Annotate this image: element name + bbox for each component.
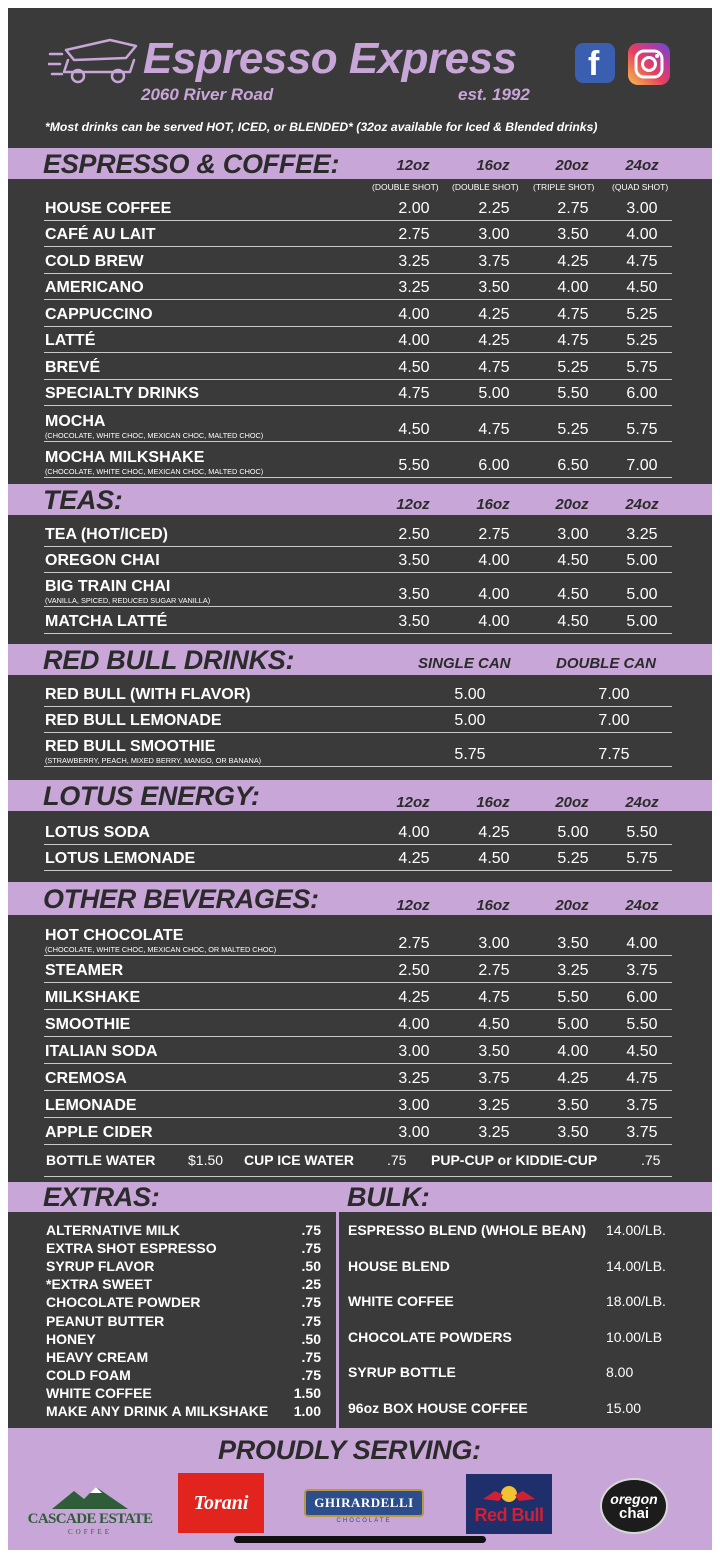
shot-label: (DOUBLE SHOT) — [452, 182, 519, 192]
menu-row — [44, 1118, 672, 1145]
item-price: 4.00 — [626, 226, 658, 243]
facebook-icon[interactable] — [575, 43, 615, 83]
bulk-item-name: CHOCOLATE POWDERS — [348, 1328, 512, 1345]
shop-address: 2060 River Road — [141, 85, 274, 104]
item-price: 3.25 — [557, 962, 589, 979]
item-price: 5.50 — [626, 823, 658, 841]
bulk-item-name: HOUSE BLEND — [348, 1257, 450, 1274]
item-price: 4.75 — [398, 385, 430, 402]
bulk-item-price: 18.00/LB. — [606, 1293, 666, 1309]
extras-item-price: .75 — [301, 1240, 321, 1257]
logo-icon — [48, 34, 144, 88]
item-price: 5.00 — [557, 823, 589, 841]
item-price: 4.00 — [398, 305, 430, 323]
item-name: LOTUS LEMONADE — [45, 850, 196, 867]
item-price: 4.75 — [478, 358, 510, 376]
oregon-logo-text: oregon — [610, 1490, 658, 1507]
size-header: 12oz — [396, 157, 430, 174]
menu-row — [44, 922, 672, 956]
bulk-item-name: 96oz BOX HOUSE COFFEE — [348, 1399, 528, 1416]
item-price: 2.50 — [398, 525, 430, 543]
espresso-title: ESPRESSO & COFFEE: — [43, 149, 340, 179]
item-price: 4.00 — [398, 823, 430, 841]
item-price: 2.25 — [478, 199, 510, 217]
item-price: 3.50 — [398, 612, 430, 630]
bulk-item-name: SYRUP BOTTLE — [348, 1364, 456, 1380]
shot-label: (DOUBLE SHOT) — [372, 182, 439, 192]
bulk-item-price: 15.00 — [606, 1399, 642, 1416]
item-price: 3.75 — [478, 1070, 510, 1087]
item-price: 2.75 — [398, 935, 430, 952]
extras-item-name: COLD FOAM — [46, 1366, 131, 1383]
size-header: DOUBLE CAN — [556, 655, 656, 672]
redbull-logo-text: Red Bull — [474, 1504, 544, 1525]
item-price: 3.00 — [398, 1097, 430, 1114]
bulk-item-price: 14.00/LB. — [606, 1257, 666, 1274]
item-name: APPLE CIDER — [45, 1124, 153, 1141]
item-price: 4.50 — [398, 421, 430, 438]
item-price: 5.00 — [626, 552, 658, 569]
item-name: ITALIAN SODA — [45, 1043, 158, 1060]
item-price: 3.00 — [398, 1043, 430, 1060]
item-price: 7.00 — [626, 457, 658, 474]
extras-item-name: SYRUP FLAVOR — [46, 1258, 155, 1275]
item-note: (CHOCOLATE, WHITE CHOC, MEXICAN CHOC, MALTED CHOC) — [45, 467, 264, 476]
item-price: 5.50 — [557, 385, 589, 402]
item-price: 3.50 — [557, 935, 589, 952]
extras-item-price: .75 — [301, 1348, 321, 1365]
item-price: 4.75 — [478, 989, 510, 1006]
size-header: 24oz — [625, 157, 659, 174]
bulk-item-name: ESPRESSO BLEND (WHOLE BEAN) — [348, 1222, 587, 1238]
item-price: 5.00 — [626, 612, 658, 630]
menu-row — [44, 1064, 672, 1091]
redbull-title: RED BULL DRINKS: — [43, 645, 295, 675]
item-name: SPECIALTY DRINKS — [45, 385, 200, 402]
item-note: (STRAWBERRY, PEACH, MIXED BERRY, MANGO, OR BANANA) — [45, 756, 262, 765]
size-header: SINGLE CAN — [418, 655, 511, 672]
menu-row — [44, 380, 672, 407]
size-header: 20oz — [555, 794, 589, 811]
item-price: 3.50 — [478, 279, 510, 296]
size-header: 12oz — [396, 496, 430, 513]
item-name: MATCHA LATTÉ — [45, 612, 168, 630]
oregon-chai-logo — [600, 1478, 668, 1534]
bulk-item-price: 10.00/LB — [606, 1328, 663, 1345]
item-price: 6.50 — [557, 457, 589, 474]
size-header: 24oz — [625, 794, 659, 811]
menu-row — [44, 818, 672, 845]
item-price: 3.25 — [478, 1097, 510, 1114]
item-price: 4.75 — [626, 252, 658, 270]
size-header: 16oz — [476, 897, 510, 914]
item-name: SMOOTHIE — [45, 1016, 131, 1033]
menu-row — [44, 733, 672, 767]
item-price: 4.50 — [478, 850, 510, 867]
item-price: 4.25 — [398, 850, 430, 867]
item-price: 3.25 — [398, 279, 430, 296]
ghirardelli-logo — [304, 1486, 424, 1526]
menu-row — [44, 680, 672, 707]
menu-row — [44, 983, 672, 1010]
facebook-letter: f — [588, 45, 600, 83]
menu-row — [44, 573, 672, 607]
item-price: 3.50 — [557, 1124, 589, 1141]
menu-row — [44, 442, 672, 478]
item-price: 4.00 — [478, 586, 510, 603]
item-price: 3.75 — [626, 1124, 658, 1141]
menu-row — [44, 327, 672, 354]
item-price: 5.25 — [557, 850, 589, 867]
item-price: 4.25 — [478, 305, 510, 323]
item-price: 4.75 — [478, 421, 510, 438]
extras-item-name: PEANUT BUTTER — [46, 1312, 165, 1329]
other-title: OTHER BEVERAGES: — [43, 884, 319, 914]
item-price: 2.75 — [478, 962, 510, 979]
extras-item-price: .25 — [301, 1276, 321, 1293]
item-price: 2.00 — [398, 199, 430, 217]
misc-item-name: CUP ICE WATER — [244, 1152, 354, 1168]
size-header: 12oz — [396, 897, 430, 914]
shot-label: (QUAD SHOT) — [612, 182, 669, 192]
item-price: 4.50 — [626, 279, 658, 296]
item-price: 4.00 — [478, 552, 510, 569]
cascade-logo-text: CASCADE ESTATE — [27, 1510, 153, 1527]
item-name: MOCHA MILKSHAKE — [45, 449, 205, 466]
item-price: 4.00 — [398, 332, 430, 349]
ghirardelli-logo-text: GHIRARDELLI — [304, 1489, 423, 1517]
item-name: TEA (HOT/ICED) — [45, 525, 168, 543]
item-price: 3.50 — [478, 1043, 510, 1060]
item-name: AMERICANO — [45, 279, 144, 296]
mountain-icon — [50, 1485, 130, 1511]
menu-row — [44, 274, 672, 301]
item-price: 5.00 — [454, 712, 486, 729]
item-price: 4.25 — [557, 252, 589, 270]
item-price: 5.75 — [454, 746, 486, 763]
item-price: 2.75 — [478, 525, 510, 543]
lotus-title: LOTUS ENERGY: — [43, 781, 260, 811]
size-header: 12oz — [396, 794, 430, 811]
size-header: 20oz — [555, 897, 589, 914]
size-header: 24oz — [625, 897, 659, 914]
item-price: 3.25 — [398, 252, 430, 270]
extras-item-price: .75 — [301, 1222, 321, 1238]
extras-item-name: CHOCOLATE POWDER — [46, 1294, 201, 1311]
item-price: 4.50 — [557, 586, 589, 603]
item-price: 4.25 — [478, 823, 510, 841]
item-price: 4.00 — [398, 1016, 430, 1033]
misc-item-price: .75 — [641, 1152, 661, 1168]
item-price: 3.00 — [557, 525, 589, 543]
item-price: 3.50 — [557, 1097, 589, 1114]
item-price: 4.00 — [626, 935, 658, 952]
item-price: 3.50 — [398, 586, 430, 603]
item-price: 3.75 — [478, 252, 510, 270]
item-note: (VANILLA, SPICED, REDUCED SUGAR VANILLA) — [45, 596, 211, 605]
item-name: HOT CHOCOLATE — [45, 927, 184, 944]
item-price: 4.00 — [478, 612, 510, 630]
item-price: 4.75 — [557, 332, 589, 349]
item-price: 4.50 — [557, 552, 589, 569]
item-name: HOUSE COFFEE — [45, 199, 172, 217]
size-header: 16oz — [476, 496, 510, 513]
item-price: 4.50 — [557, 612, 589, 630]
teas-title: TEAS: — [43, 485, 123, 515]
shot-label: (TRIPLE SHOT) — [533, 182, 595, 192]
menu-row — [44, 221, 672, 248]
extras-item-name: ALTERNATIVE MILK — [46, 1222, 181, 1238]
item-price: 6.00 — [626, 385, 658, 402]
item-price: 3.25 — [478, 1124, 510, 1141]
extras-item-price: .50 — [301, 1258, 321, 1275]
item-price: 7.75 — [598, 746, 630, 763]
item-price: 3.00 — [478, 226, 510, 243]
item-price: 2.75 — [557, 199, 589, 217]
item-name: MILKSHAKE — [45, 989, 141, 1006]
item-name: CAPPUCCINO — [45, 305, 153, 323]
bulls-icon — [479, 1483, 539, 1505]
item-price: 4.00 — [557, 279, 589, 296]
item-note: (CHOCOLATE, WHITE CHOC, MEXICAN CHOC, OR MALTED CHOC) — [45, 945, 277, 954]
item-name: MOCHA — [45, 413, 106, 430]
item-price: 4.25 — [557, 1070, 589, 1087]
item-price: 3.75 — [626, 1097, 658, 1114]
item-price: 2.50 — [398, 962, 430, 979]
misc-item-price: .75 — [387, 1152, 407, 1168]
extras-item-name: *EXTRA SWEET — [46, 1276, 153, 1293]
menu-row — [44, 1091, 672, 1118]
extras-item-name: WHITE COFFEE — [46, 1384, 152, 1401]
item-name: OREGON CHAI — [45, 552, 160, 569]
item-price: 3.25 — [626, 525, 658, 543]
item-name: LOTUS SODA — [45, 823, 150, 841]
item-name: LEMONADE — [45, 1097, 137, 1114]
extras-title: EXTRAS: — [43, 1182, 160, 1212]
item-price: 4.75 — [626, 1070, 658, 1087]
item-name: COLD BREW — [45, 252, 144, 270]
item-name: CREMOSA — [45, 1070, 127, 1087]
item-price: 5.25 — [557, 358, 589, 376]
item-price: 7.00 — [598, 685, 630, 703]
item-price: 4.50 — [478, 1016, 510, 1033]
established-year: est. 1992 — [458, 85, 530, 104]
item-price: 3.50 — [557, 226, 589, 243]
item-price: 5.25 — [626, 305, 658, 323]
extras-item-price: .50 — [301, 1330, 321, 1347]
item-price: 5.75 — [626, 421, 658, 438]
size-header: 20oz — [555, 496, 589, 513]
item-price: 3.00 — [398, 1124, 430, 1141]
menu-row — [44, 353, 672, 380]
bulk-item-price: 14.00/LB. — [606, 1222, 666, 1238]
item-price: 5.00 — [626, 586, 658, 603]
misc-item-price: $1.50 — [188, 1152, 224, 1168]
item-name: CAFÉ AU LAIT — [45, 226, 156, 243]
redbull-logo — [466, 1474, 552, 1534]
menu-row — [44, 194, 672, 221]
size-header: 16oz — [476, 794, 510, 811]
torani-logo — [178, 1473, 264, 1533]
item-price: 4.50 — [626, 1043, 658, 1060]
extras-item-price: .75 — [301, 1312, 321, 1329]
extras-item-name: EXTRA SHOT ESPRESSO — [46, 1240, 217, 1257]
item-price: 5.75 — [626, 358, 658, 376]
menu-row — [44, 520, 672, 547]
torani-logo-text: Torani — [193, 1491, 249, 1514]
menu-row — [44, 607, 672, 634]
item-price: 6.00 — [626, 989, 658, 1006]
menu-row — [44, 707, 672, 734]
chai-logo-text: chai — [618, 1504, 649, 1522]
extras-item-price: 1.50 — [293, 1384, 321, 1401]
item-price: 5.50 — [626, 1016, 658, 1033]
menu-row — [44, 845, 672, 872]
item-price: 4.50 — [398, 358, 430, 376]
column-divider — [336, 1212, 339, 1428]
item-price: 7.00 — [598, 712, 630, 729]
item-price: 5.25 — [626, 332, 658, 349]
item-name: RED BULL (WITH FLAVOR) — [45, 685, 251, 703]
item-price: 3.50 — [398, 552, 430, 569]
home-indicator[interactable] — [234, 1536, 486, 1543]
item-price: 4.75 — [557, 305, 589, 323]
misc-underline — [44, 1176, 672, 1177]
item-name: RED BULL LEMONADE — [45, 712, 222, 729]
menu-row — [44, 547, 672, 574]
size-header: 16oz — [476, 157, 510, 174]
misc-item-name: PUP-CUP or KIDDIE-CUP — [431, 1152, 598, 1168]
item-price: 5.50 — [398, 457, 430, 474]
menu-row — [44, 1037, 672, 1064]
extras-item-name: MAKE ANY DRINK A MILKSHAKE — [46, 1403, 269, 1419]
item-price: 3.25 — [398, 1070, 430, 1087]
item-price: 5.00 — [557, 1016, 589, 1033]
item-name: BIG TRAIN CHAI — [45, 578, 171, 595]
item-price: 5.00 — [454, 685, 486, 703]
menu-board — [8, 8, 712, 1550]
item-price: 4.25 — [398, 989, 430, 1006]
item-name: STEAMER — [45, 962, 124, 979]
item-price: 5.50 — [557, 989, 589, 1006]
footer-title: PROUDLY SERVING: — [218, 1435, 481, 1465]
item-price: 5.00 — [478, 385, 510, 402]
item-price: 2.75 — [398, 226, 430, 243]
bulk-item-price: 8.00 — [606, 1364, 634, 1380]
menu-row — [44, 300, 672, 327]
menu-row — [44, 406, 672, 442]
extras-item-price: .75 — [301, 1366, 321, 1383]
extras-item-name: HONEY — [46, 1330, 96, 1347]
extras-item-name: HEAVY CREAM — [46, 1348, 149, 1365]
shop-title: Espresso Express — [143, 34, 517, 83]
size-header: 20oz — [555, 157, 589, 174]
item-price: 5.75 — [626, 850, 658, 867]
cascade-estate-logo — [27, 1478, 153, 1542]
extras-item-price: 1.00 — [293, 1403, 321, 1419]
extras-item-price: .75 — [301, 1294, 321, 1311]
bulk-title: BULK: — [347, 1182, 430, 1212]
item-price: 3.00 — [626, 199, 658, 217]
item-name: LATTÉ — [45, 332, 96, 349]
item-name: BREVÉ — [45, 358, 101, 376]
item-name: RED BULL SMOOTHIE — [45, 738, 216, 755]
item-note: (CHOCOLATE, WHITE CHOC, MEXICAN CHOC, MALTED CHOC) — [45, 431, 264, 440]
serving-note: *Most drinks can be served HOT, ICED, or BLENDED* (32oz available for Iced & Blended drinks) — [45, 120, 598, 134]
bulk-item-name: WHITE COFFEE — [348, 1293, 454, 1309]
item-price: 3.75 — [626, 962, 658, 979]
menu-row — [44, 956, 672, 983]
menu-row — [44, 247, 672, 274]
item-price: 6.00 — [478, 457, 510, 474]
misc-item-name: BOTTLE WATER — [46, 1152, 156, 1168]
item-price: 5.25 — [557, 421, 589, 438]
ghirardelli-logo-subtext: CHOCOLATE — [336, 1517, 392, 1524]
cascade-logo-subtext: COFFEE — [67, 1527, 113, 1536]
item-price: 4.00 — [557, 1043, 589, 1060]
size-header: 24oz — [625, 496, 659, 513]
instagram-icon[interactable] — [628, 43, 670, 85]
menu-row — [44, 1010, 672, 1037]
item-price: 3.00 — [478, 935, 510, 952]
item-price: 4.25 — [478, 332, 510, 349]
